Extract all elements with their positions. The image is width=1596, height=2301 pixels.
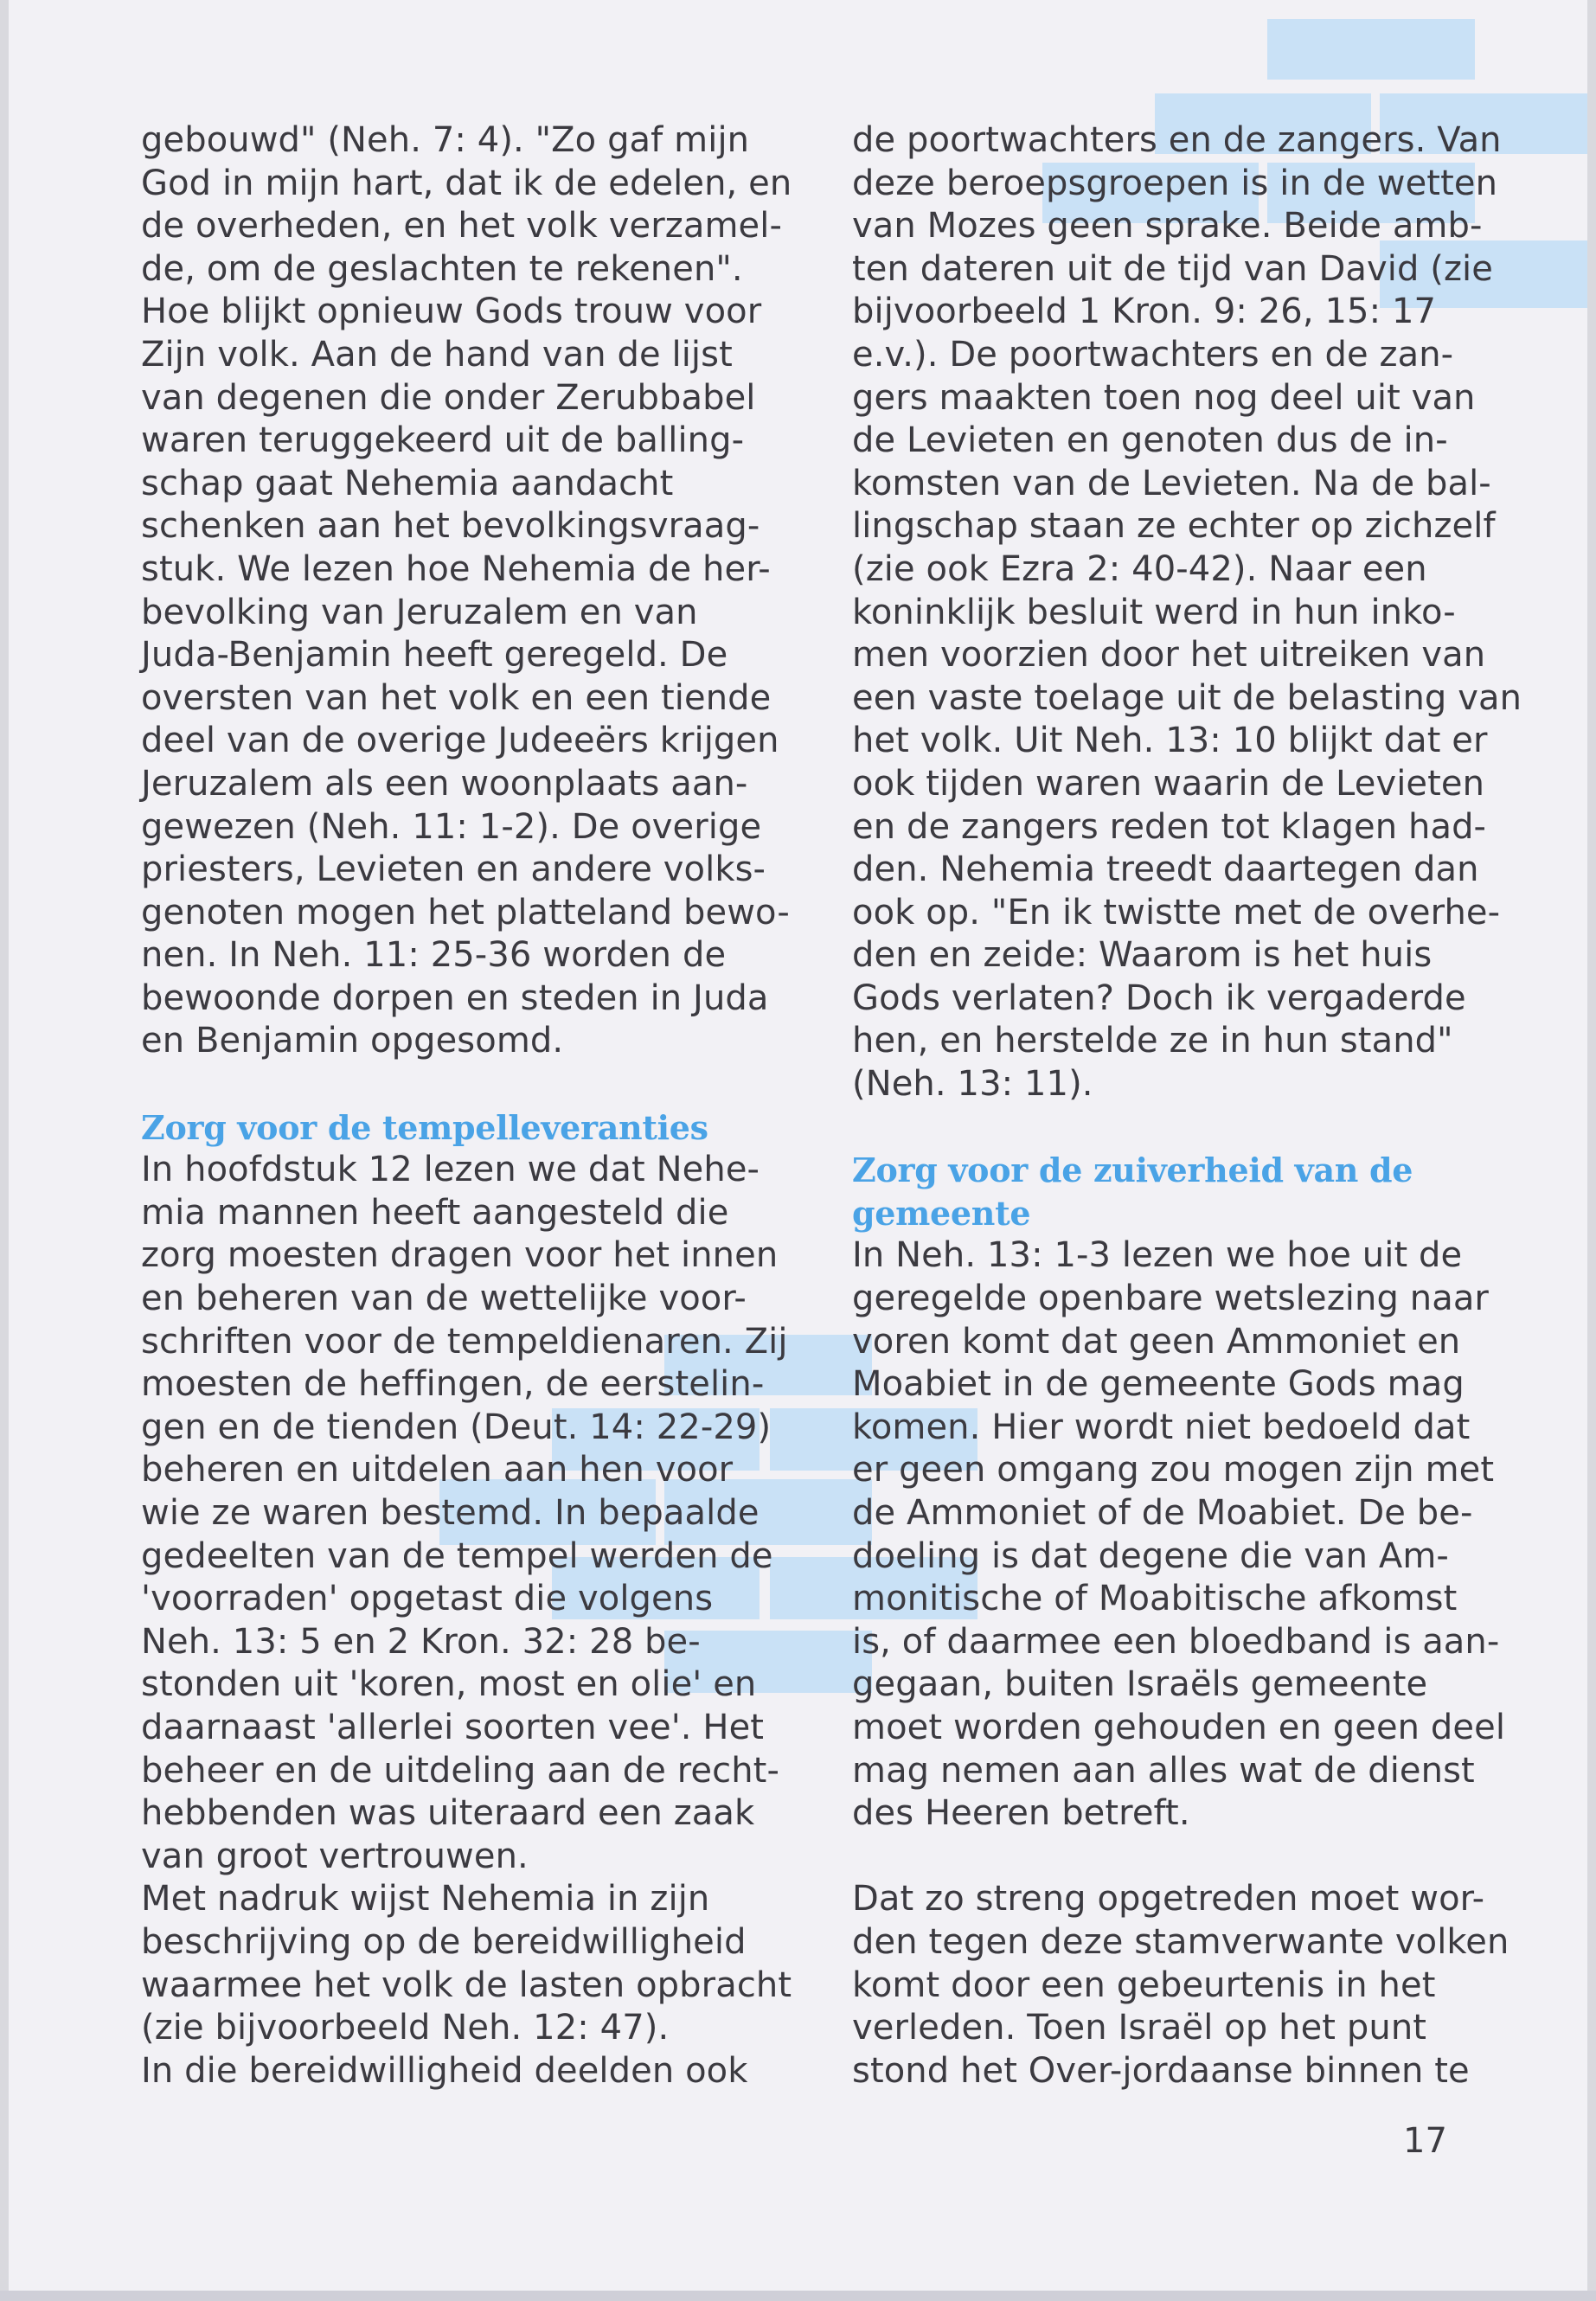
text-line: priesters, Levieten en andere volks- bbox=[141, 849, 766, 890]
text-line: komt door een gebeurtenis in het bbox=[852, 1965, 1436, 2005]
text-line: de poortwachters en de zangers. Van bbox=[852, 120, 1502, 160]
text-line: den tegen deze stamverwante volken bbox=[852, 1921, 1509, 1962]
text-line: verleden. Toen Israël op het punt bbox=[852, 2008, 1427, 2048]
left-column bbox=[141, 119, 792, 2093]
text-line: van degenen die onder Zerubbabel bbox=[141, 377, 756, 418]
text-line: en Benjamin opgesomd. bbox=[141, 1021, 564, 1061]
page-number: 17 bbox=[1403, 2121, 1447, 2161]
text-line: gedeelten van de tempel werden de bbox=[141, 1535, 773, 1576]
text-line: en de zangers reden tot klagen had- bbox=[852, 806, 1487, 847]
text-line: en beheren van de wettelijke voor- bbox=[141, 1279, 747, 1319]
text-line: van groot vertrouwen. bbox=[141, 1836, 529, 1876]
text-line: waren teruggekeerd uit de balling- bbox=[141, 420, 745, 461]
text-line: men voorzien door het uitreiken van bbox=[852, 635, 1486, 676]
text-line: ook op. "En ik twistte met de overhe- bbox=[852, 892, 1501, 933]
text-line: 'voorraden' opgetast die volgens bbox=[141, 1579, 714, 1619]
text-line: Hoe blijkt opnieuw Gods trouw voor bbox=[141, 292, 762, 332]
text-line: komen. Hier wordt niet bedoeld dat bbox=[852, 1407, 1471, 1447]
text-line: Jeruzalem als een woonplaats aan- bbox=[141, 763, 748, 804]
text-line: den en zeide: Waarom is het huis bbox=[852, 935, 1433, 976]
right-paragraph-3 bbox=[852, 1878, 1509, 2093]
paragraph-gap bbox=[141, 1063, 781, 1106]
text-line: Juda-Benjamin heeft geregeld. De bbox=[141, 635, 728, 676]
text-line: koninklijk besluit werd in hun inko- bbox=[852, 592, 1456, 632]
text-line: waarmee het volk de lasten opbracht bbox=[141, 1965, 792, 2005]
document-page bbox=[9, 0, 1587, 2291]
text-line: stonden uit 'koren, most en olie' en bbox=[141, 1664, 757, 1705]
text-line: voren komt dat geen Ammoniet en bbox=[852, 1321, 1461, 1362]
text-line: (zie ook Ezra 2: 40-42). Naar een bbox=[852, 548, 1427, 589]
text-line: stond het Over-jordaanse binnen te bbox=[852, 2050, 1470, 2091]
text-line: mag nemen aan alles wat de dienst bbox=[852, 1750, 1475, 1791]
section-heading-zuiverheid bbox=[852, 1149, 1492, 1234]
text-line: gegaan, buiten Israëls gemeente bbox=[852, 1664, 1428, 1705]
right-paragraph-2 bbox=[852, 1234, 1506, 1835]
text-line: het volk. Uit Neh. 13: 10 blijkt dat er bbox=[852, 721, 1488, 761]
text-line: monitische of Moabitische afkomst bbox=[852, 1579, 1458, 1619]
text-line: bevolking van Jeruzalem en van bbox=[141, 592, 698, 632]
heading-line: gemeente bbox=[852, 1193, 1031, 1233]
text-line: wie ze waren bestemd. In bepaalde bbox=[141, 1493, 760, 1533]
text-line: In Neh. 13: 1-3 lezen we hoe uit de bbox=[852, 1235, 1463, 1276]
text-line: nen. In Neh. 11: 25-36 worden de bbox=[141, 935, 727, 976]
text-line: beheer en de uitdeling aan de recht- bbox=[141, 1750, 779, 1791]
right-column bbox=[852, 119, 1522, 2093]
section-heading-tempelleveranties: Zorg voor de tempelleveranties bbox=[141, 1107, 708, 1147]
text-line: er geen omgang zou mogen zijn met bbox=[852, 1450, 1495, 1490]
text-line: komsten van de Levieten. Na de bal- bbox=[852, 463, 1491, 503]
text-line: doeling is dat degene die van Am- bbox=[852, 1535, 1449, 1576]
text-line: des Heeren betreft. bbox=[852, 1793, 1190, 1834]
text-line: de Levieten en genoten dus de in- bbox=[852, 420, 1448, 461]
text-line: In die bereidwilligheid deelden ook bbox=[141, 2050, 748, 2091]
text-line: van Mozes geen sprake. Beide amb- bbox=[852, 206, 1483, 247]
text-line: mia mannen heeft aangesteld die bbox=[141, 1192, 729, 1233]
text-line: stuk. We lezen hoe Nehemia de her- bbox=[141, 548, 771, 589]
text-line: lingschap staan ze echter op zichzelf bbox=[852, 506, 1496, 547]
text-line: Dat zo streng opgetreden moet wor- bbox=[852, 1879, 1485, 1920]
text-line: ten dateren uit de tijd van David (zie bbox=[852, 248, 1493, 289]
text-line: daarnaast 'allerlei soorten vee'. Het bbox=[141, 1707, 765, 1747]
text-line: beschrijving op de bereidwilligheid bbox=[141, 1921, 747, 1962]
text-line: genoten mogen het platteland bewo- bbox=[141, 892, 790, 933]
page-edge bbox=[0, 2291, 1596, 2301]
text-line: Zijn volk. Aan de hand van de lijst bbox=[141, 334, 733, 375]
text-line: deze beroepsgroepen is in de wetten bbox=[852, 163, 1498, 203]
text-line: deel van de overige Judeeërs krijgen bbox=[141, 721, 779, 761]
text-line: moesten de heffingen, de eerstelin- bbox=[141, 1364, 765, 1405]
text-line: schap gaat Nehemia aandacht bbox=[141, 463, 674, 503]
left-paragraph-2 bbox=[141, 1149, 792, 2093]
text-line: e.v.). De poortwachters en de zan- bbox=[852, 334, 1454, 375]
text-line: bijvoorbeeld 1 Kron. 9: 26, 15: 17 bbox=[852, 292, 1437, 332]
text-line: Moabiet in de gemeente Gods mag bbox=[852, 1364, 1465, 1405]
text-line: schriften voor de tempeldienaren. Zij bbox=[141, 1321, 788, 1362]
text-line: Met nadruk wijst Nehemia in zijn bbox=[141, 1879, 710, 1920]
text-line: de, om de geslachten te rekenen". bbox=[141, 248, 743, 289]
text-line: Gods verlaten? Doch ik vergaderde bbox=[852, 977, 1466, 1018]
right-paragraph-1 bbox=[852, 119, 1522, 1106]
text-line: God in mijn hart, dat ik de edelen, en bbox=[141, 163, 792, 203]
text-line: bewoonde dorpen en steden in Juda bbox=[141, 977, 769, 1018]
text-line: gers maakten toen nog deel uit van bbox=[852, 377, 1476, 418]
text-line: oversten van het volk en een tiende bbox=[141, 677, 772, 718]
text-line: zorg moesten dragen voor het innen bbox=[141, 1235, 779, 1276]
text-line: gebouwd" (Neh. 7: 4). "Zo gaf mijn bbox=[141, 120, 750, 160]
text-line: moet worden gehouden en geen deel bbox=[852, 1707, 1506, 1747]
text-line: In hoofdstuk 12 lezen we dat Nehe- bbox=[141, 1150, 760, 1190]
text-line: is, of daarmee een bloedband is aan- bbox=[852, 1621, 1500, 1662]
text-line: (Neh. 13: 11). bbox=[852, 1064, 1093, 1105]
paragraph-gap bbox=[852, 1106, 1492, 1150]
text-line: beheren en uitdelen aan hen voor bbox=[141, 1450, 734, 1490]
left-paragraph-1 bbox=[141, 119, 792, 1063]
paragraph-gap bbox=[852, 1836, 1492, 1879]
text-line: Neh. 13: 5 en 2 Kron. 32: 28 be- bbox=[141, 1621, 701, 1662]
text-line: de overheden, en het volk verzamel- bbox=[141, 206, 782, 247]
text-line: (zie bijvoorbeeld Neh. 12: 47). bbox=[141, 2008, 670, 2048]
text-line: gewezen (Neh. 11: 1-2). De overige bbox=[141, 806, 762, 847]
text-line: hen, en herstelde ze in hun stand" bbox=[852, 1021, 1453, 1061]
text-line: geregelde openbare wetslezing naar bbox=[852, 1279, 1489, 1319]
text-line: ook tijden waren waarin de Levieten bbox=[852, 763, 1485, 804]
text-line: den. Nehemia treedt daartegen dan bbox=[852, 849, 1479, 890]
heading-line: Zorg voor de zuiverheid van de bbox=[852, 1150, 1413, 1190]
text-line: een vaste toelage uit de belasting van bbox=[852, 677, 1522, 718]
decor-block bbox=[1267, 19, 1475, 80]
text-line: de Ammoniet of de Moabiet. De be- bbox=[852, 1493, 1473, 1533]
text-line: gen en de tienden (Deut. 14: 22-29) bbox=[141, 1407, 772, 1447]
text-line: hebbenden was uiteraard een zaak bbox=[141, 1793, 755, 1834]
text-line: schenken aan het bevolkingsvraag- bbox=[141, 506, 760, 547]
